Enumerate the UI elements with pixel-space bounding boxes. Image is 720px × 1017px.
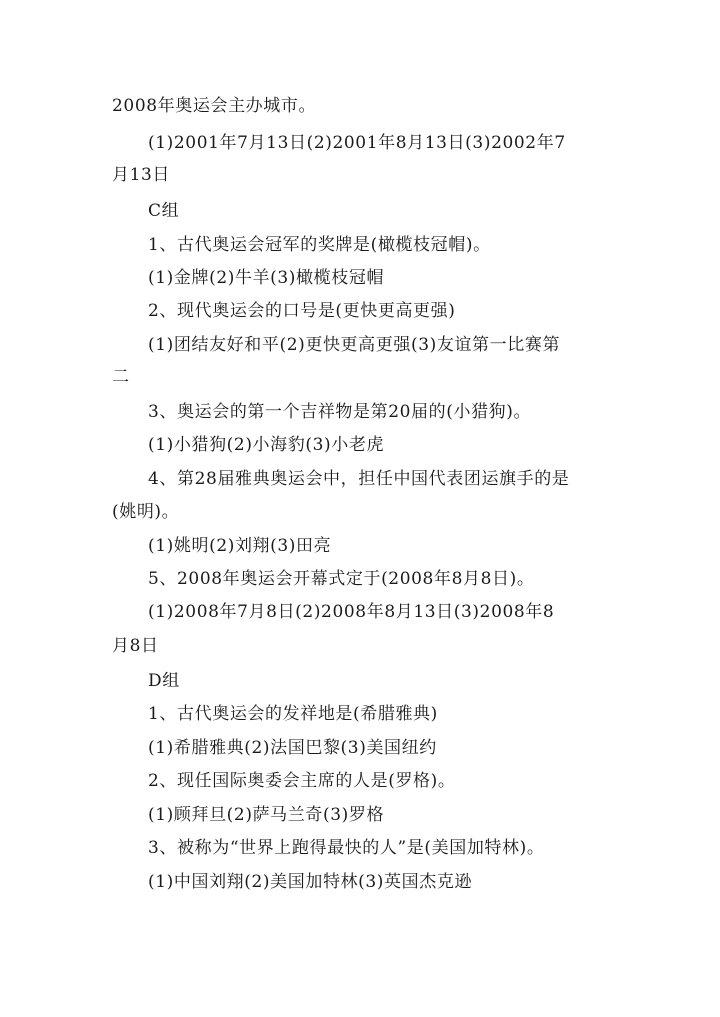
text-line-options: (1)2001年7月13日(2)2001年8月13日(3)2002年7 bbox=[148, 133, 566, 153]
text-line-continuation: 2008年奥运会主办城市。 bbox=[112, 96, 317, 116]
question-line: 2、现任国际奥委会主席的人是(罗格)。 bbox=[148, 771, 456, 791]
question-line: 5、2008年奥运会开幕式定于(2008年8月8日)。 bbox=[148, 569, 535, 589]
question-line: 4、第28届雅典奥运会中，担任中国代表团运旗手的是 bbox=[148, 469, 570, 489]
text-line-continuation: 月8日 bbox=[112, 636, 159, 656]
options-line: (1)希腊雅典(2)法国巴黎(3)美国纽约 bbox=[148, 738, 437, 758]
options-line: (1)团结友好和平(2)更快更高更强(3)友谊第一比赛第 bbox=[148, 335, 561, 355]
text-line-continuation: 月13日 bbox=[112, 165, 171, 185]
question-line: 1、古代奥运会冠军的奖牌是(橄榄枝冠帽)。 bbox=[148, 235, 491, 255]
question-line: 3、被称为“世界上跑得最快的人”是(美国加特林)。 bbox=[148, 838, 545, 858]
options-line: (1)姚明(2)刘翔(3)田亮 bbox=[148, 536, 332, 556]
options-line: (1)顾拜旦(2)萨马兰奇(3)罗格 bbox=[148, 805, 385, 825]
options-line: (1)金牌(2)牛羊(3)橄榄枝冠帽 bbox=[148, 268, 385, 288]
text-line-continuation: 二 bbox=[112, 367, 130, 387]
options-line: (1)2008年7月8日(2)2008年8月13日(3)2008年8 bbox=[148, 602, 555, 622]
text-line-continuation: (姚明)。 bbox=[112, 502, 180, 522]
question-line: 2、现代奥运会的口号是(更快更高更强) bbox=[148, 301, 456, 321]
group-heading-c: C组 bbox=[148, 201, 180, 221]
question-line: 1、古代奥运会的发祥地是(希腊雅典) bbox=[148, 704, 438, 724]
group-heading-d: D组 bbox=[148, 671, 180, 691]
options-line: (1)小猎狗(2)小海豹(3)小老虎 bbox=[148, 435, 385, 455]
question-line: 3、奥运会的第一个吉祥物是第20届的(小猎狗)。 bbox=[148, 402, 532, 422]
options-line: (1)中国刘翔(2)美国加特林(3)英国杰克逊 bbox=[148, 872, 473, 892]
